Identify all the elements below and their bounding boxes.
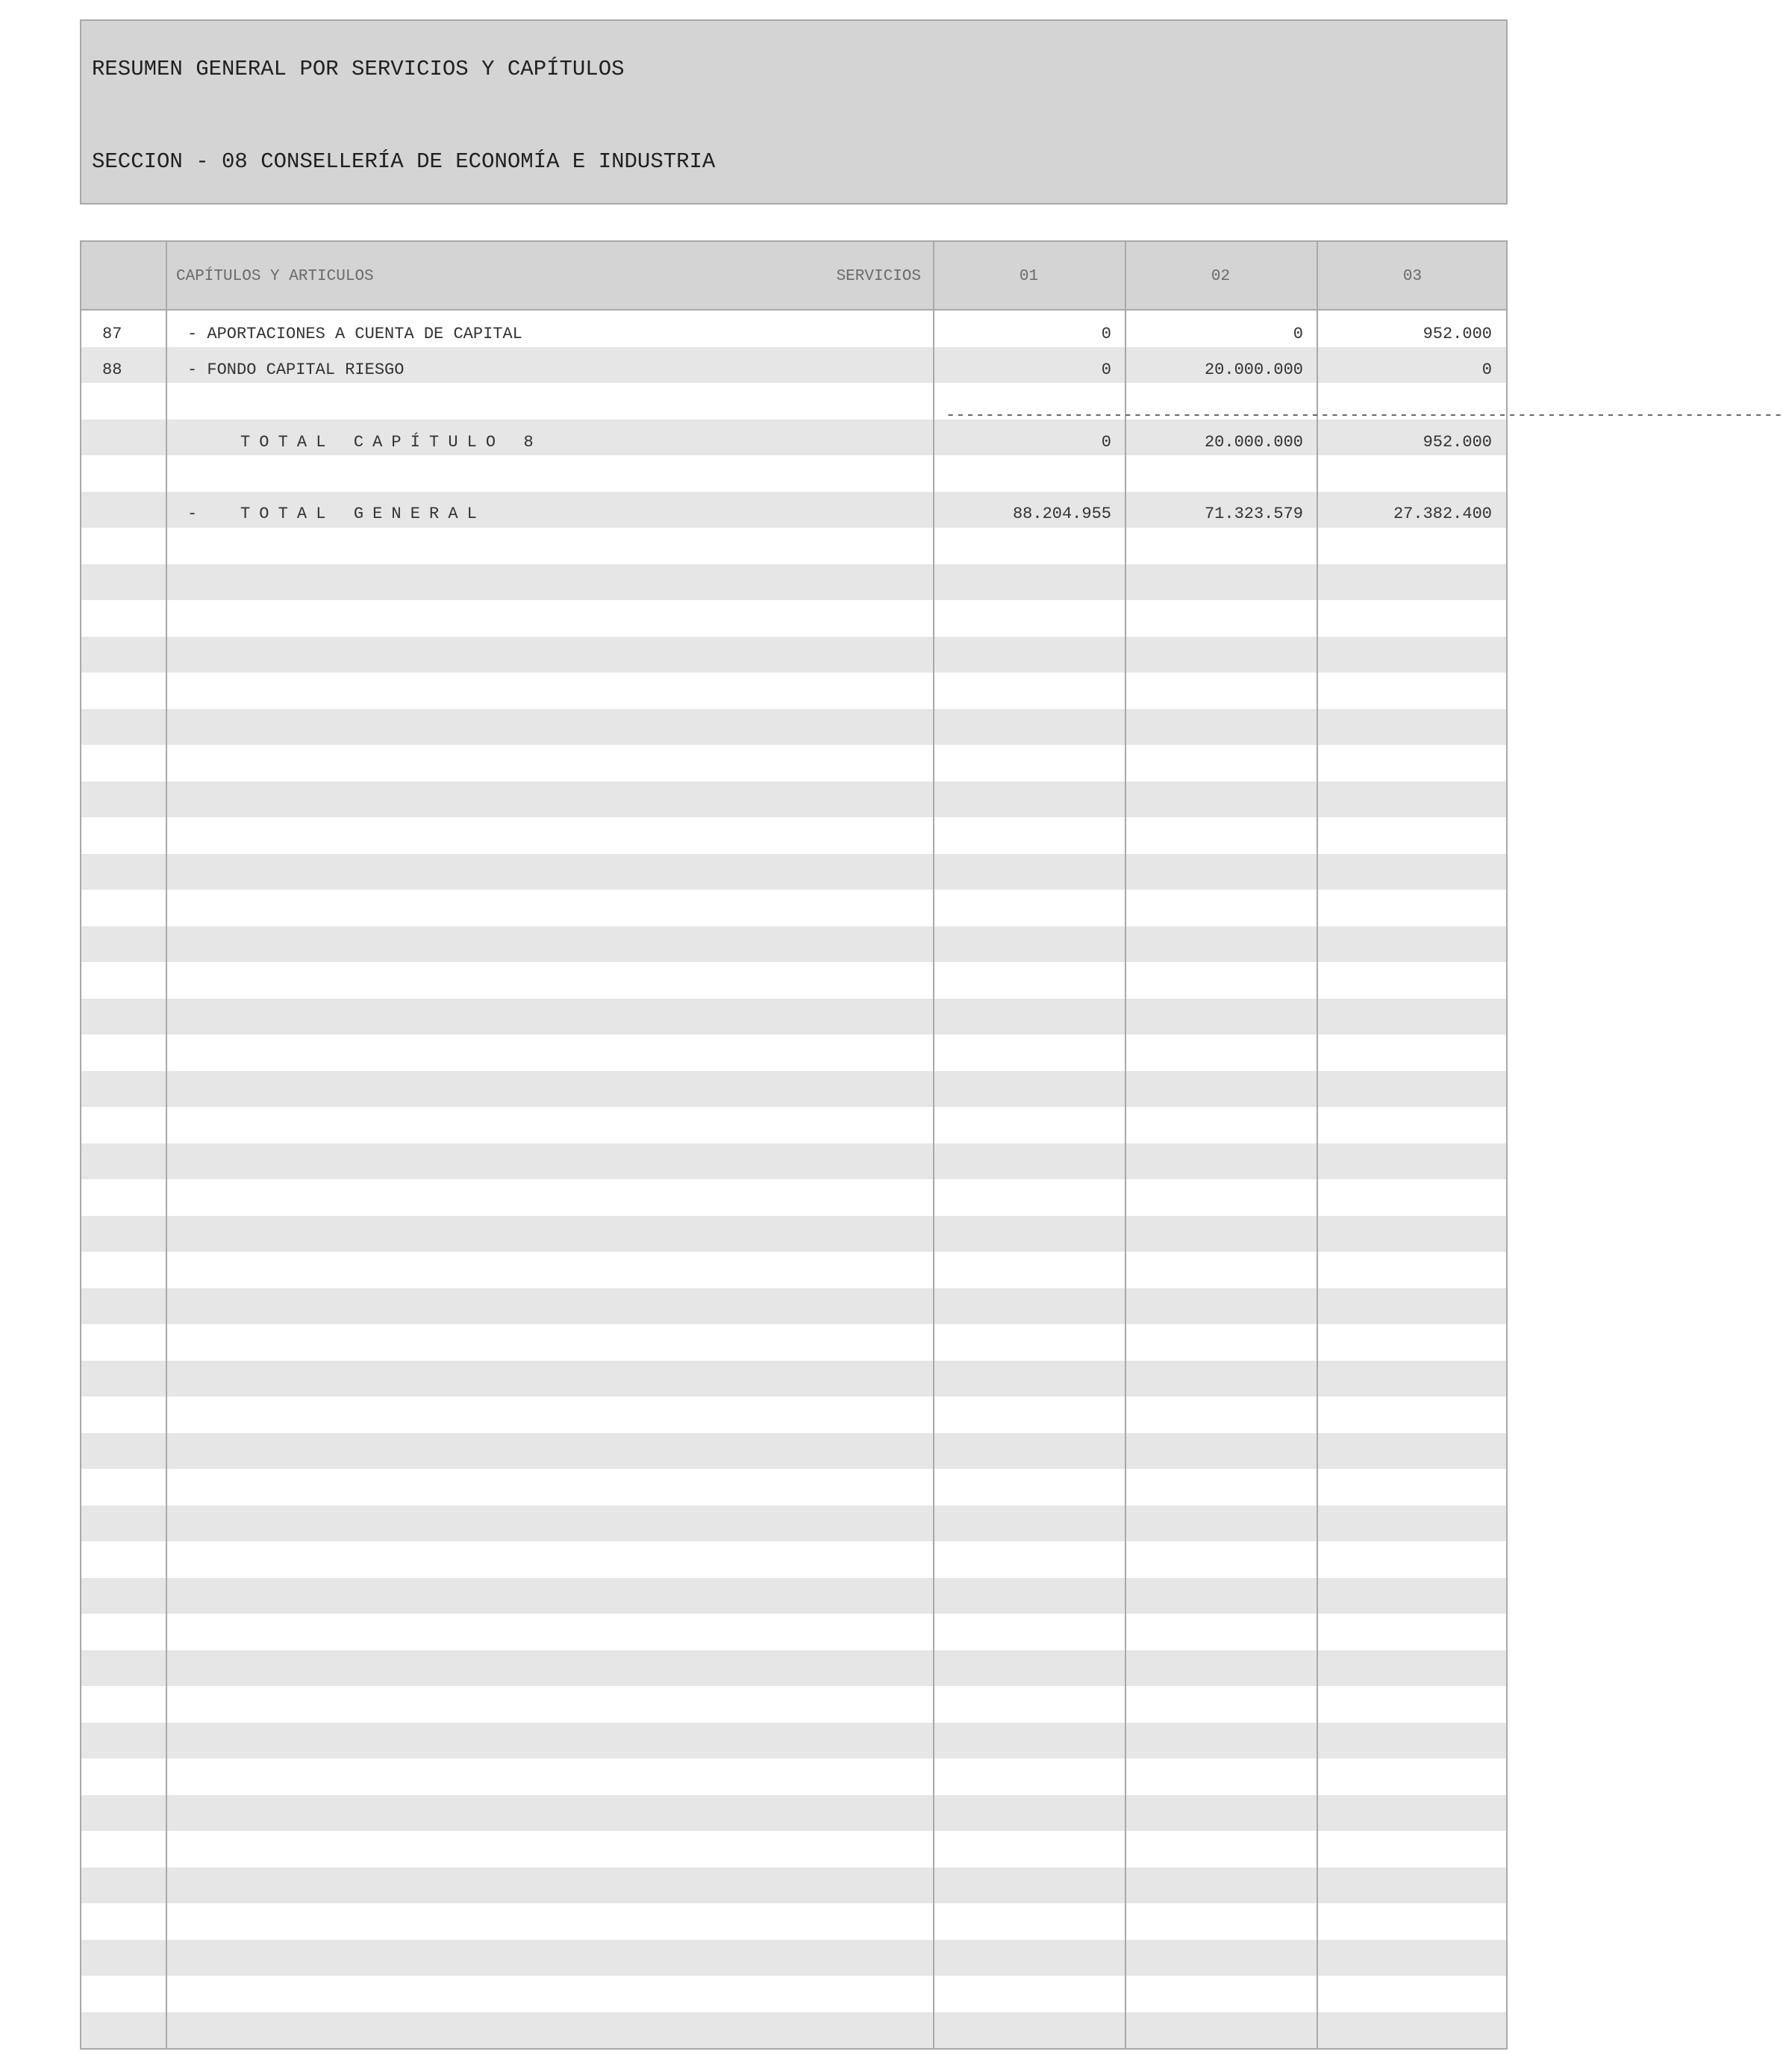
- column-divider: [166, 242, 167, 2048]
- row-value-02: 0: [1293, 325, 1303, 343]
- total-chapter-value-01: 0: [1101, 433, 1111, 452]
- total-general-value-02: 71.323.579: [1204, 505, 1303, 523]
- column-divider: [1317, 242, 1318, 2048]
- total-general-prefix: -: [187, 505, 198, 523]
- column-divider: [933, 242, 934, 2048]
- column-header-service-01: 01: [1019, 268, 1039, 285]
- column-header-service-02: 02: [1211, 268, 1231, 285]
- row-value-01: 0: [1101, 325, 1111, 343]
- row-label: - FONDO CAPITAL RIESGO: [187, 361, 405, 379]
- report-header: [80, 19, 1508, 205]
- column-header-service-03: 03: [1402, 268, 1423, 285]
- total-general-value-03: 27.382.400: [1393, 505, 1492, 523]
- report-title: RESUMEN GENERAL POR SERVICIOS Y CAPÍTULOS: [92, 57, 625, 81]
- row-value-01: 0: [1101, 361, 1111, 379]
- total-general-value-01: 88.204.955: [1012, 505, 1111, 523]
- section-title: SECCION - 08 CONSELLERÍA DE ECONOMÍA E INDUSTRIA: [92, 149, 716, 174]
- subtotal-separator: -------------------------------------------------------------------------------------: [946, 406, 1783, 425]
- column-header-concept: CAPÍTULOS Y ARTICULOS: [176, 268, 374, 285]
- row-label: - APORTACIONES A CUENTA DE CAPITAL: [187, 325, 522, 343]
- column-divider: [1125, 242, 1126, 2048]
- row-code: 87: [102, 325, 122, 343]
- total-chapter-label: TOTAL CAPÍTULO 8: [240, 433, 543, 452]
- row-stripes: [81, 311, 1506, 2048]
- row-value-03: 0: [1481, 361, 1492, 379]
- total-general-label: TOTAL GENERAL: [240, 505, 486, 523]
- summary-table: [80, 240, 1783, 2050]
- total-chapter-value-03: 952.000: [1423, 433, 1492, 452]
- row-code: 88: [102, 361, 122, 379]
- total-chapter-value-02: 20.000.000: [1204, 433, 1303, 452]
- column-header-services: SERVICIOS: [836, 268, 921, 285]
- row-value-03: 952.000: [1423, 325, 1492, 343]
- row-value-02: 20.000.000: [1204, 361, 1303, 379]
